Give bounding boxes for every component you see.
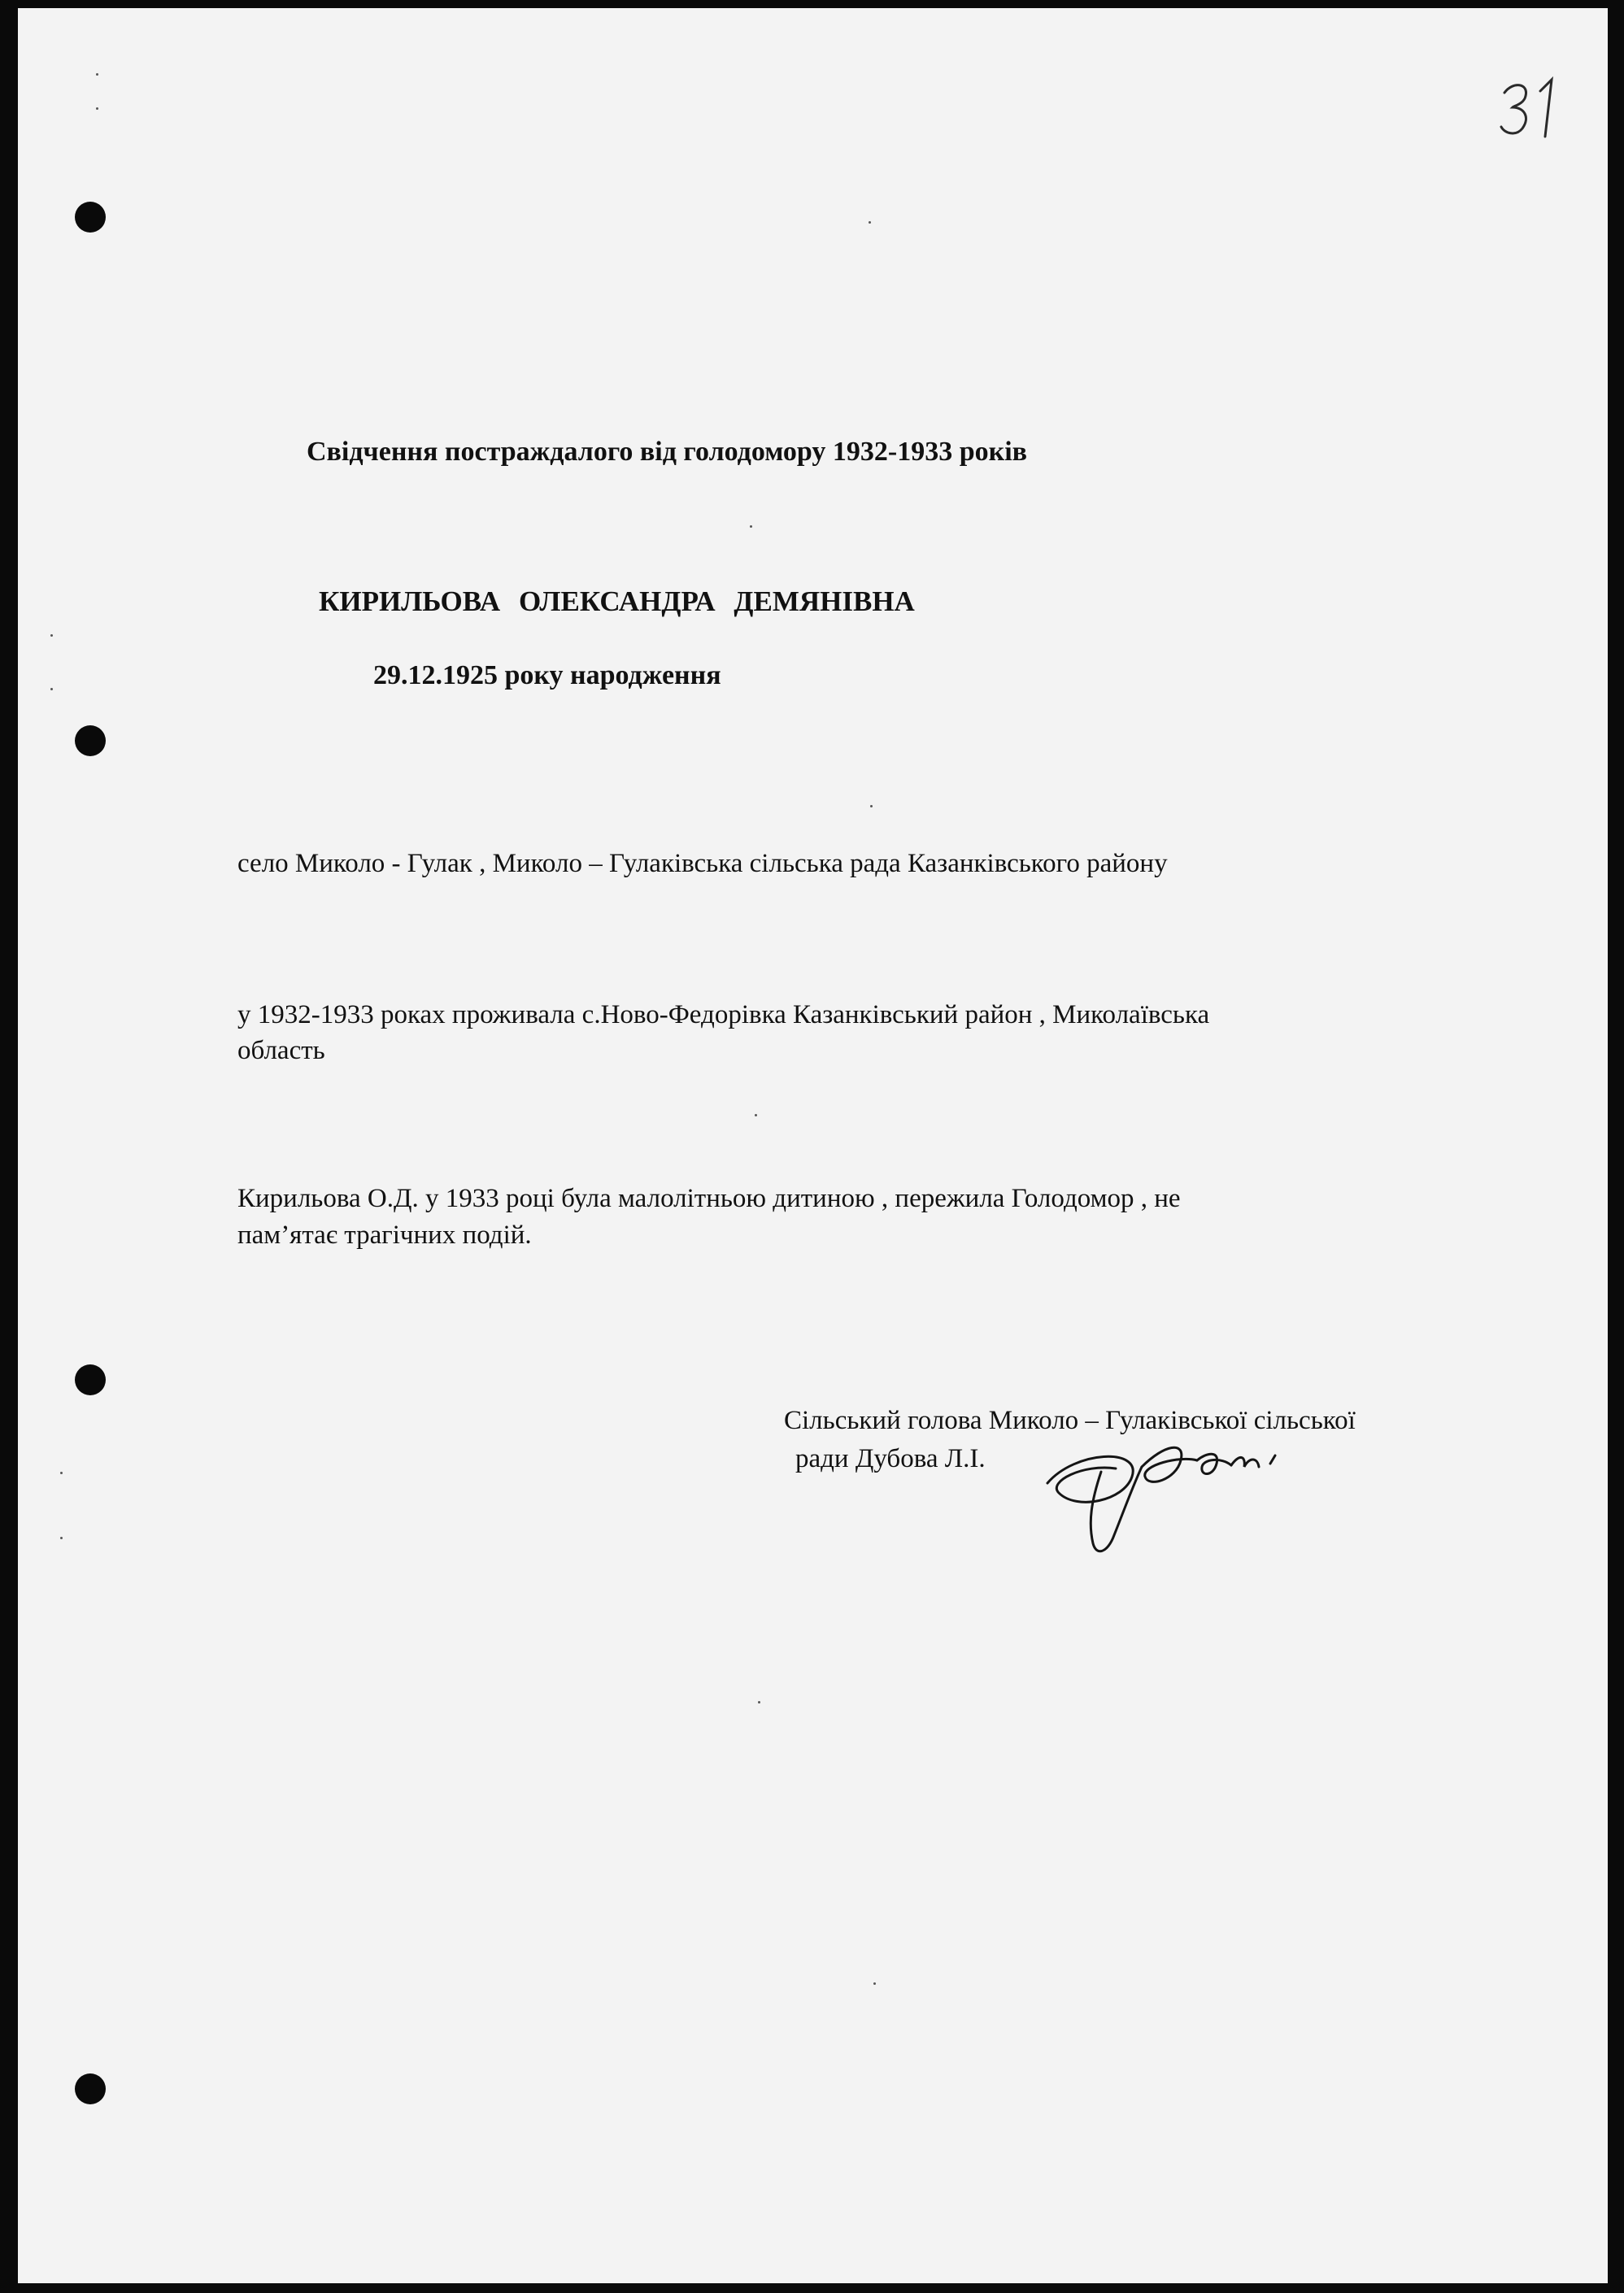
scan-speck — [96, 73, 98, 76]
signature-icon — [1026, 1423, 1295, 1561]
scan-speck — [750, 525, 752, 528]
scan-speck — [50, 634, 53, 637]
village-line: село Миколо - Гулак , Миколо – Гулаківська сільська рада Казанківського району — [237, 849, 1168, 878]
testimony-line-continued: пам’ятає трагічних подій. — [237, 1220, 532, 1250]
punch-hole — [75, 1364, 106, 1395]
residence-line: у 1932-1933 роках проживала с.Ново-Федорівка Казанківський район , Миколаївська — [237, 1000, 1210, 1029]
document-page — [18, 8, 1608, 2283]
page-number-handwritten — [1490, 59, 1579, 148]
scan-speck — [755, 1114, 757, 1116]
scan-speck — [758, 1701, 760, 1703]
scan-speck — [873, 1982, 876, 1985]
punch-hole — [75, 725, 106, 756]
punch-hole — [75, 2073, 106, 2104]
scan-speck — [96, 107, 98, 110]
signatory-name: ради Дубова Л.І. — [795, 1444, 986, 1473]
signatory-title: Сільський голова Миколо – Гулаківської сільської — [784, 1406, 1356, 1435]
scan-speck — [60, 1537, 63, 1539]
document-title: Свідчення постраждалого від голодомору 1932-1933 років — [307, 437, 1028, 467]
scan-speck — [60, 1472, 63, 1474]
birth-date: 29.12.1925 року народження — [373, 660, 721, 690]
scan-speck — [50, 688, 53, 690]
person-name: КИРИЛЬОВА ОЛЕКСАНДРА ДЕМЯНІВНА — [319, 585, 915, 617]
scan-speck — [869, 221, 871, 224]
testimony-line: Кирильова О.Д. у 1933 році була малолітньою дитиною , пережила Голодомор , не — [237, 1184, 1181, 1213]
residence-line-continued: область — [237, 1036, 325, 1065]
punch-hole — [75, 202, 106, 233]
scan-speck — [870, 805, 873, 807]
